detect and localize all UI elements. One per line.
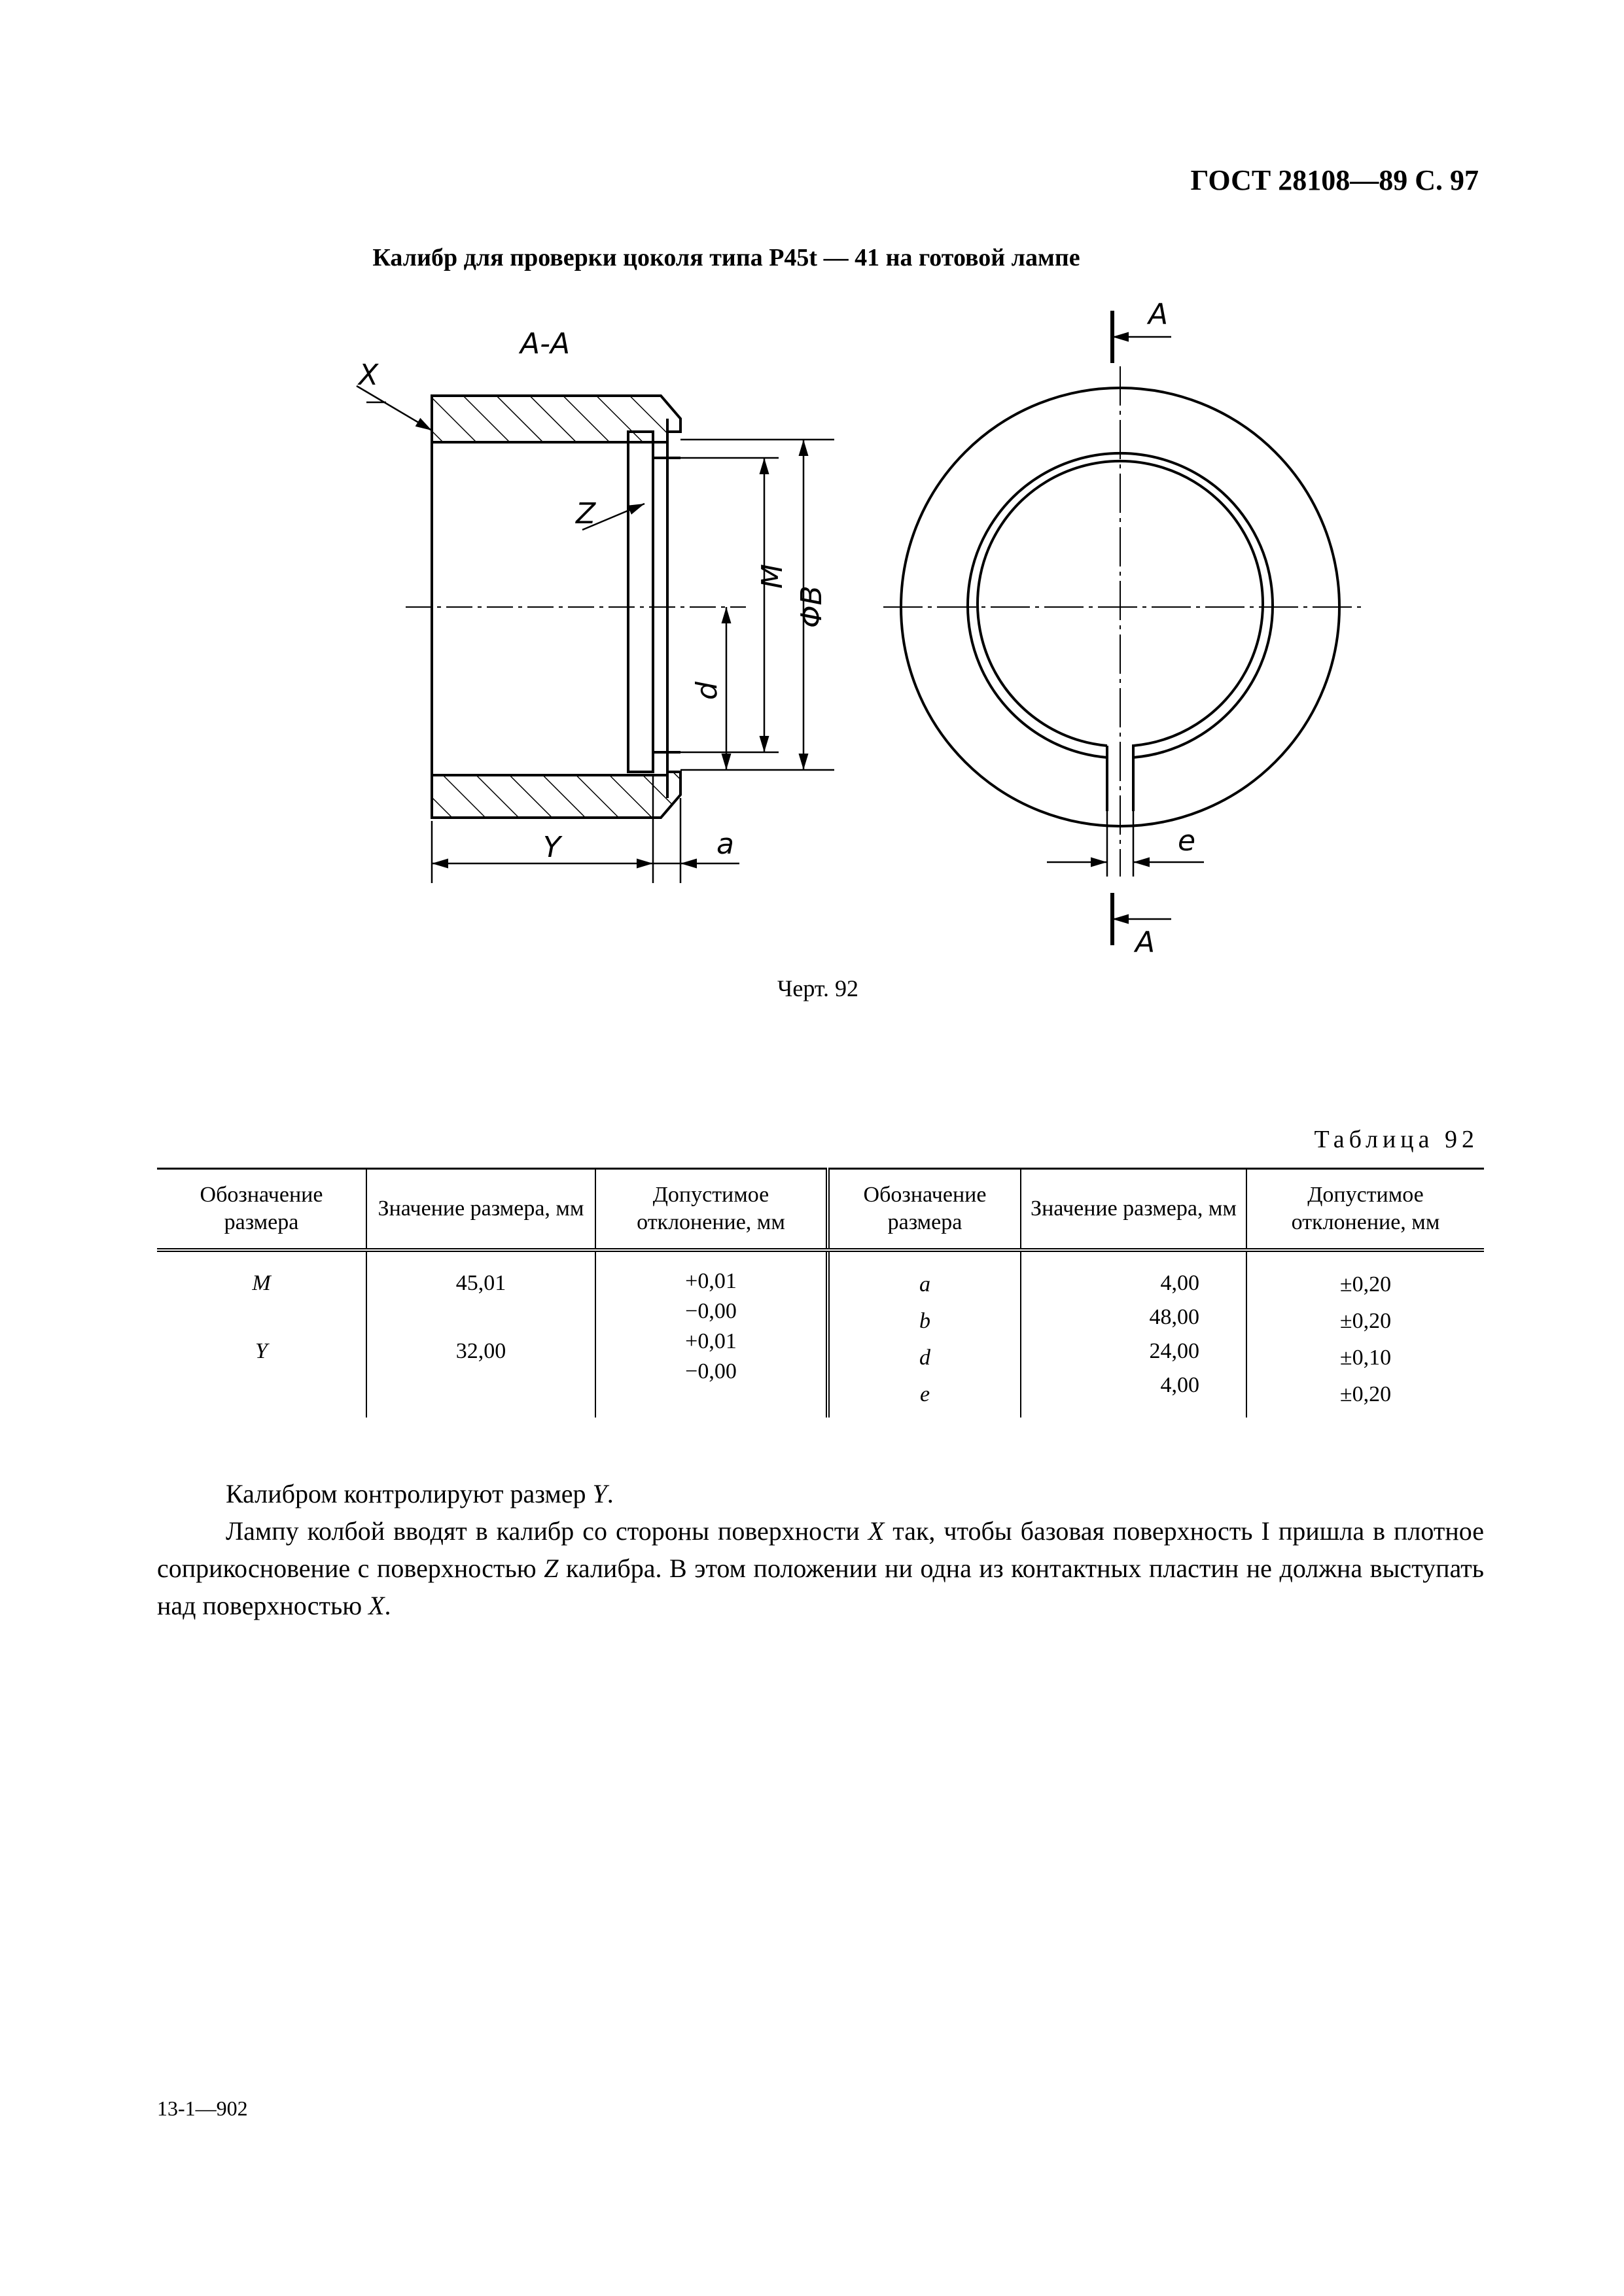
cell-symbol: b <box>919 1309 930 1333</box>
header-cell: Значение размера, мм <box>1021 1169 1246 1251</box>
label-x: X <box>359 358 379 392</box>
cell-symbol: a <box>919 1272 930 1296</box>
right-values-cell <box>1021 1250 1246 1418</box>
cell-value: 48,00 <box>1149 1305 1199 1329</box>
label-a-top: А <box>1148 298 1169 331</box>
page-header: ГОСТ 28108—89 С. 97 <box>1190 164 1479 196</box>
cell-value: 4,00 <box>1160 1271 1199 1295</box>
cell-value: 32,00 <box>455 1339 506 1363</box>
table-row <box>157 1250 1484 1418</box>
drawing-title: Калибр для проверки цоколя типа P45t — 41 на готовой лампе <box>372 244 1080 271</box>
header-cell: Обозначение размера <box>828 1169 1021 1251</box>
label-z: Z <box>576 497 596 531</box>
label-a-bottom: А <box>1135 926 1156 959</box>
cell-tol: ±0,20 <box>1339 1309 1392 1333</box>
header-cell: Значение размера, мм <box>366 1169 595 1251</box>
label-y: Y <box>543 831 561 864</box>
cell-value: 24,00 <box>1149 1339 1199 1363</box>
end-view-centerlines <box>883 366 1364 877</box>
label-phi-b: ΦB <box>795 585 828 628</box>
footer-code: 13-1—902 <box>157 2096 248 2120</box>
header-cell: Обозначение размера <box>157 1169 366 1251</box>
cell-value: 45,01 <box>455 1271 506 1295</box>
cell-tol: +0,01 <box>685 1269 737 1293</box>
cell-tol: ±0,20 <box>1339 1272 1392 1296</box>
left-symbols-cell <box>157 1250 366 1418</box>
table-caption: Таблица 92 <box>1314 1126 1479 1153</box>
cell-tol: −0,00 <box>685 1359 737 1383</box>
header-cell: Допустимое отклонение, мм <box>595 1169 828 1251</box>
label-section-aa: А-А <box>520 327 571 360</box>
paragraph-1: Калибром контролируют размер Y. <box>226 1479 614 1508</box>
paragraph-2: Лампу колбой вводят в калибр со стороны поверхности X так, чтобы базовая поверхность I пришла в плотное соприкосновение с поверхностью Z калибра. В этом положении ни одна из контактных пластин не должна выступать над поверхностью X. <box>157 1516 1484 1620</box>
bottom-wall-hatch <box>432 772 680 818</box>
header-cell: Допустимое отклонение, мм <box>1246 1169 1484 1251</box>
cell-tol: ±0,10 <box>1339 1346 1392 1370</box>
body-text <box>157 1475 1484 1624</box>
right-symbols-cell <box>828 1250 1021 1418</box>
cell-tol: −0,00 <box>685 1299 737 1323</box>
cell-symbol: e <box>919 1382 930 1406</box>
label-a: a <box>716 827 734 861</box>
cell-symbol: d <box>919 1346 930 1370</box>
left-values-cell <box>366 1250 595 1418</box>
right-tolerance-cell <box>1246 1250 1484 1418</box>
label-e: e <box>1178 824 1196 858</box>
cell-tol: ±0,20 <box>1339 1382 1392 1406</box>
dimensions-table <box>157 1168 1484 1418</box>
label-d: d <box>690 682 724 700</box>
cell-symbol: M <box>252 1271 271 1295</box>
left-tolerance-cell <box>595 1250 828 1418</box>
label-m: M <box>756 564 789 589</box>
table-header-row <box>157 1169 1484 1251</box>
cell-symbol: Y <box>255 1339 268 1363</box>
cell-value: 4,00 <box>1160 1373 1199 1397</box>
figure-caption: Черт. 92 <box>777 975 858 1001</box>
cell-tol: +0,01 <box>685 1329 737 1353</box>
top-wall-hatch <box>432 396 680 442</box>
